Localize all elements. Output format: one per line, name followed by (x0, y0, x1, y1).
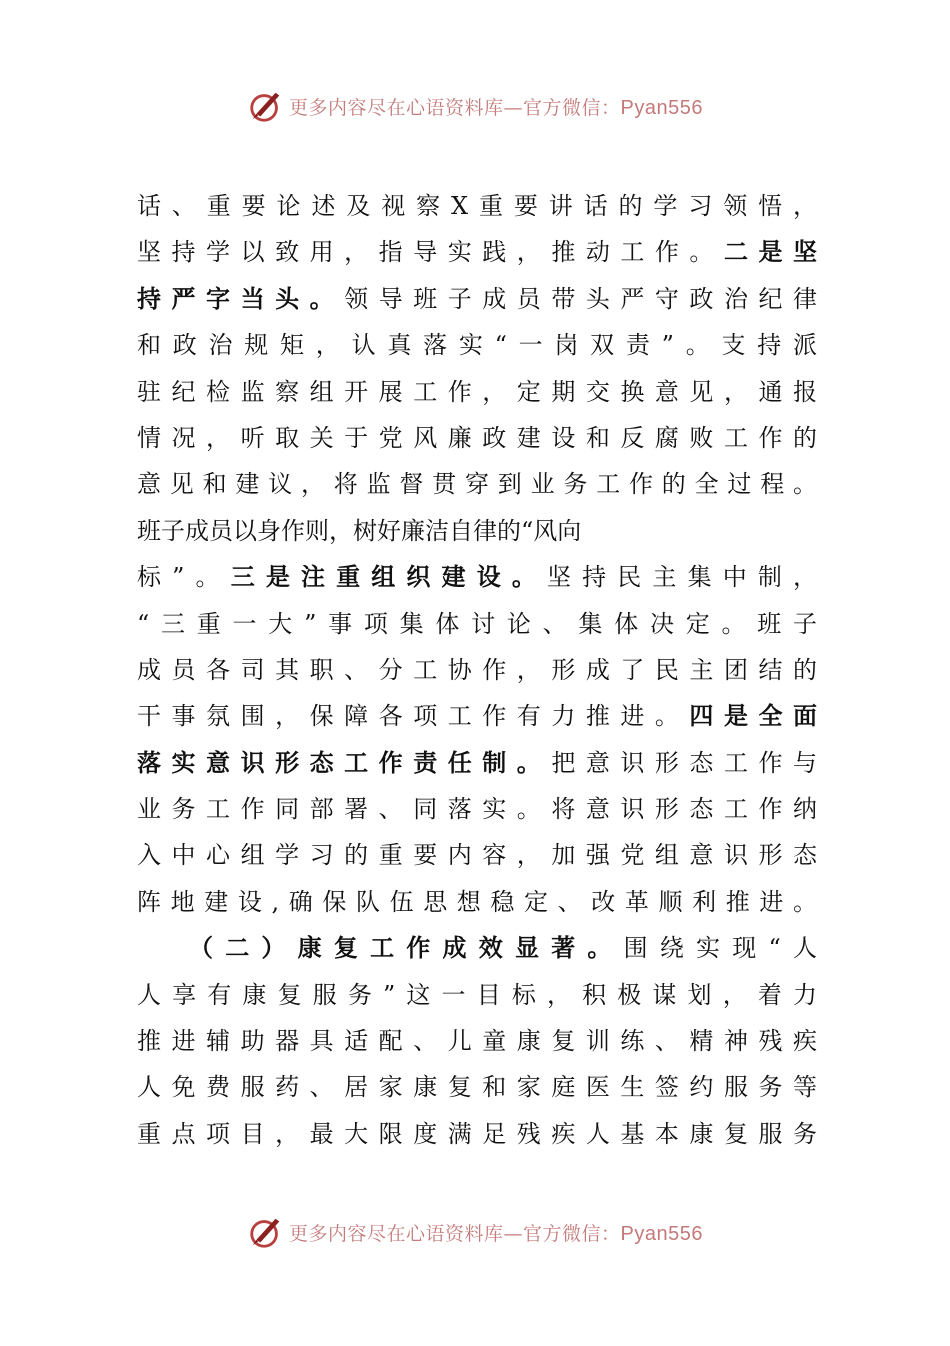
text-line: 情况，听取关于党风廉政建设和反腐败工作的 (137, 423, 817, 452)
text-line: 阵地建设,确保队伍思想稳定、改革顺利推进。 (137, 887, 817, 916)
text-line: 持严字当头。领导班子成员带头严守政治纪律 (137, 283, 818, 313)
header-banner (0, 86, 950, 126)
text-line: 推进辅助器具适配、儿童康复训练、精神残疾 (137, 1027, 817, 1056)
section-heading-line: （二）康复工作成效显著。围绕实现“人 (189, 933, 817, 963)
text-line: 坚持学以致用，指导实践，推动工作。二是坚 (137, 237, 818, 267)
text-line: 干事氛围，保障各项工作有力推进。四是全面 (137, 701, 818, 731)
text-line: 话、重要论述及视察X重要讲话的学习领悟， (137, 192, 817, 220)
text-line: 班子成员以身作则，树好廉洁自律的“风向 (137, 516, 582, 545)
pen-logo-icon (247, 87, 285, 125)
text-line: 驻纪检监察组开展工作，定期交换意见，通报 (137, 377, 817, 406)
text-line: 入中心组学习的重要内容，加强党组意识形态 (137, 841, 817, 870)
text-line: 重点项目，最大限度满足残疾人基本康复服务 (137, 1119, 817, 1148)
text-line: 标”。三是注重组织建设。坚持民主集中制， (137, 562, 818, 592)
text-line: 人享有康复服务”这一目标，积极谋划，着力 (137, 980, 817, 1009)
banner-text: 更多内容尽在心语资料库—官方微信：Pyan556 (289, 96, 703, 119)
text-line: “三重一大”事项集体讨论、集体决定。班子 (137, 609, 817, 638)
pen-logo-icon (247, 1213, 285, 1251)
document-body (137, 183, 817, 1157)
text-line: 业务工作同部署、同落实。将意识形态工作纳 (137, 795, 817, 824)
footer-banner (0, 1212, 950, 1252)
text-line: 和政治规矩，认真落实“一岗双责”。支持派 (137, 331, 817, 360)
text-line: 人免费服药、居家康复和家庭医生签约服务等 (137, 1073, 817, 1102)
text-line: 落实意识形态工作责任制。把意识形态工作与 (137, 747, 818, 777)
text-line: 成员各司其职、分工协作，形成了民主团结的 (137, 655, 817, 684)
text-line: 意见和建议，将监督贯穿到业务工作的全过程。 (137, 470, 817, 499)
banner-text: 更多内容尽在心语资料库—官方微信：Pyan556 (289, 1222, 703, 1245)
